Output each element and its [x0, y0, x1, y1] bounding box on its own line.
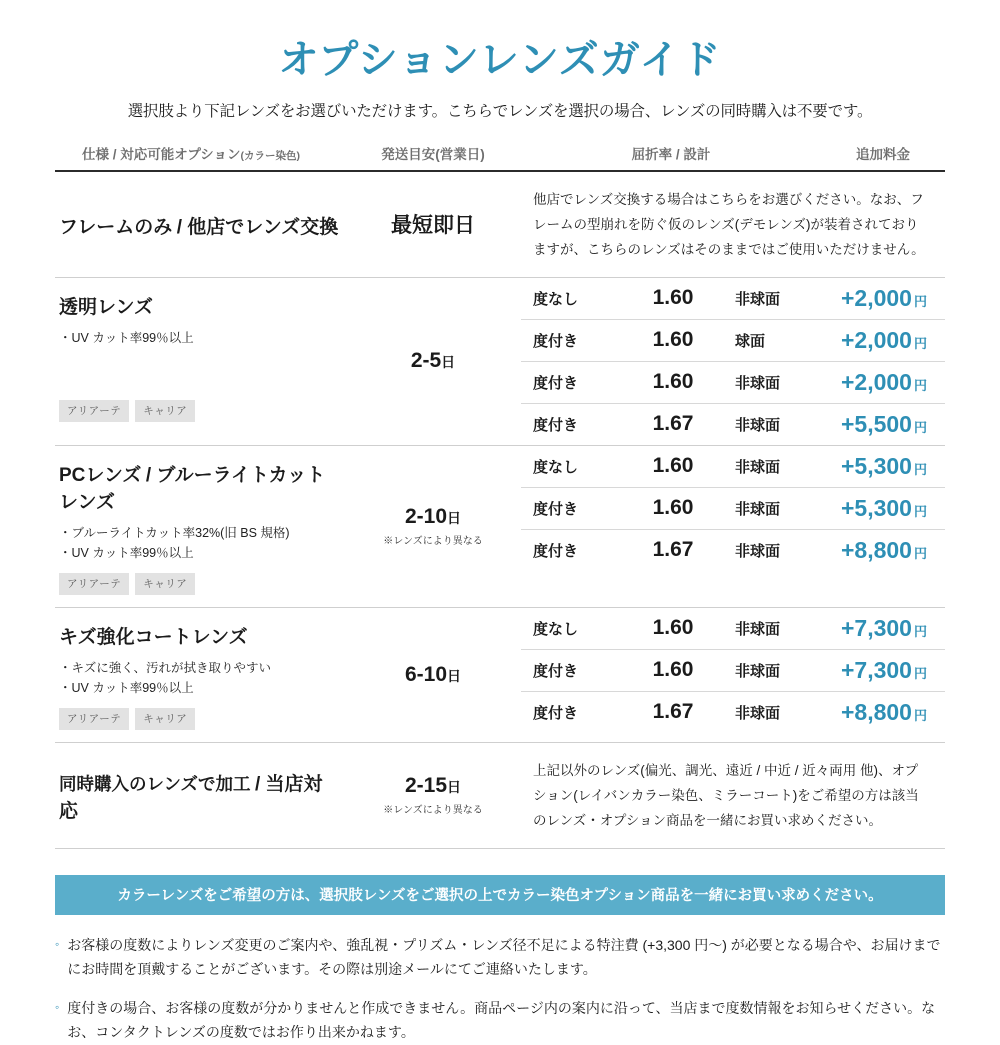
option-price-unit: 円 — [913, 623, 927, 639]
option-design: 非球面 — [735, 662, 781, 680]
column-header-spec-note: (カラー染色) — [240, 150, 301, 162]
shipping-note: ※レンズにより異なる — [383, 536, 483, 548]
row-tags — [59, 708, 339, 730]
column-header-index: 屈折率 / 設計 — [631, 147, 711, 162]
option-price: +2,000 — [840, 326, 912, 353]
bullet-item: ・UV カット率99％以上 — [59, 680, 194, 695]
row-title: 同時購入のレンズで加工 — [59, 774, 251, 795]
option-index: 1.60 — [652, 616, 694, 640]
option-price-unit: 円 — [913, 503, 927, 519]
row-options-pc-lens — [521, 446, 945, 607]
option-design: 非球面 — [735, 290, 781, 308]
row-shipping-scratch-lens — [345, 608, 521, 742]
page-title: オプションレンズガイド — [278, 38, 722, 82]
row-shipping-same-purchase — [345, 743, 521, 848]
option-design: 非球面 — [735, 374, 781, 392]
bullet-circle-icon: ◦ — [55, 999, 60, 1014]
option-type: 度付き — [533, 500, 579, 518]
option-row — [521, 529, 945, 571]
option-type: 度付き — [533, 704, 579, 722]
option-price: +5,300 — [840, 452, 912, 479]
tag-ariate: アリアーテ — [59, 400, 129, 422]
bullet-item: ・UV カット率99％以上 — [59, 545, 194, 560]
option-price: +5,300 — [840, 494, 912, 521]
row-tags — [59, 400, 339, 422]
tag-ariate: アリアーテ — [59, 708, 129, 730]
option-price: +2,000 — [840, 368, 912, 395]
column-header-shipping: 発送目安(営業日) — [381, 147, 485, 162]
option-price-unit: 円 — [913, 707, 927, 723]
option-design: 非球面 — [735, 542, 781, 560]
table-row — [55, 172, 945, 277]
option-row — [521, 361, 945, 403]
row-title: 透明レンズ — [59, 296, 153, 318]
row-title-sub: / 他店でレンズ交換 — [176, 216, 339, 238]
table-row — [55, 446, 945, 607]
option-table — [521, 608, 945, 733]
bullet-circle-icon: ◦ — [55, 936, 60, 951]
row-spec-same-purchase — [55, 743, 345, 848]
row-title-sub: / 当店対応 — [59, 774, 323, 823]
row-bullets — [59, 523, 339, 563]
option-table — [521, 278, 945, 445]
option-price: +8,800 — [840, 536, 912, 563]
shipping-note: ※レンズにより異なる — [383, 805, 483, 817]
shipping-value: 2-10 — [404, 505, 448, 529]
tag-carrier: キャリア — [135, 573, 195, 595]
bullet-item: ・キズに強く、汚れが拭き取りやすい — [59, 660, 272, 675]
row-shipping-clear-lens — [345, 278, 521, 445]
note-text: 度付きの場合、お客様の度数が分かりませんと作成できません。商品ページ内の案内に沿って、当店まで度数情報をお知らせください。なお、コンタクトレンズの度数ではお作り出来かねます。 — [67, 999, 936, 1041]
shipping-unit: 日 — [441, 354, 456, 371]
table-column-headers — [55, 143, 945, 170]
option-type: 度なし — [533, 620, 579, 638]
option-index: 1.60 — [652, 328, 694, 352]
row-bullets — [59, 328, 339, 348]
list-item — [55, 933, 945, 982]
row-spec-pc-lens — [55, 446, 345, 607]
option-table — [521, 446, 945, 571]
row-shipping-frame-only — [345, 172, 521, 277]
option-design: 非球面 — [735, 500, 781, 518]
row-spec-frame-only — [55, 172, 345, 277]
shipping-value: 最短即日 — [391, 214, 475, 238]
row-options-clear-lens — [521, 278, 945, 445]
row-spec-clear-lens — [55, 278, 345, 445]
option-index: 1.67 — [652, 538, 694, 562]
option-index: 1.60 — [652, 454, 694, 478]
row-tags — [59, 573, 339, 595]
option-row — [521, 278, 945, 319]
row-shipping-pc-lens — [345, 446, 521, 607]
option-type: 度付き — [533, 374, 579, 392]
notes-list — [55, 933, 945, 1045]
option-row — [521, 446, 945, 487]
option-row — [521, 649, 945, 691]
option-row — [521, 319, 945, 361]
option-price: +7,300 — [840, 614, 912, 641]
option-price: +8,800 — [840, 698, 912, 725]
option-row — [521, 691, 945, 733]
table-row — [55, 278, 945, 445]
row-description-text: 他店でレンズ交換する場合はこちらをお選びください。なお、フレームの型崩れを防ぐ仮のレンズ(デモレンズ)が装着されておりますが、こちらのレンズはそのままではご使用いただけません。 — [533, 192, 925, 257]
option-index: 1.60 — [652, 496, 694, 520]
option-price-unit: 円 — [913, 545, 927, 561]
option-type: 度付き — [533, 542, 579, 560]
row-title-sub: / ブルーライトカットレンズ — [59, 464, 326, 513]
shipping-value: 6-10 — [404, 662, 448, 686]
tag-carrier: キャリア — [135, 400, 195, 422]
option-price: +5,500 — [840, 410, 912, 437]
row-options-scratch-lens — [521, 608, 945, 742]
option-price-unit: 円 — [913, 419, 927, 435]
option-price-unit: 円 — [913, 665, 927, 681]
column-header-price: 追加料金 — [856, 147, 910, 162]
option-type: 度付き — [533, 662, 579, 680]
option-design: 非球面 — [735, 458, 781, 476]
row-spec-scratch-lens — [55, 608, 345, 742]
option-design: 非球面 — [735, 620, 781, 638]
table-row — [55, 608, 945, 742]
color-lens-banner: カラーレンズをご希望の方は、選択肢レンズをご選択の上でカラー染色オプション商品を一緒にお買い求めください。 — [55, 875, 945, 915]
option-price-unit: 円 — [913, 335, 927, 351]
shipping-unit: 日 — [447, 779, 462, 796]
row-bullets — [59, 658, 339, 698]
shipping-unit: 日 — [447, 510, 462, 527]
column-header-spec-label: 仕様 / 対応可能オプション — [82, 147, 241, 162]
option-price-unit: 円 — [913, 461, 927, 477]
option-index: 1.60 — [652, 286, 694, 310]
row-description-frame-only — [521, 172, 945, 277]
option-type: 度付き — [533, 416, 579, 434]
option-design: 非球面 — [735, 704, 781, 722]
shipping-value: 2-5 — [410, 349, 442, 373]
option-design: 非球面 — [735, 416, 781, 434]
option-type: 度なし — [533, 458, 579, 476]
option-price-unit: 円 — [913, 293, 927, 309]
option-index: 1.60 — [652, 370, 694, 394]
option-index: 1.60 — [652, 658, 694, 682]
row-title: PCレンズ — [59, 464, 142, 486]
option-type: 度なし — [533, 290, 579, 308]
shipping-value: 2-15 — [404, 774, 448, 798]
bullet-item: ・UV カット率99％以上 — [59, 330, 194, 345]
table-bottom-divider — [55, 848, 945, 849]
list-item — [55, 996, 945, 1045]
option-design: 球面 — [735, 332, 766, 350]
shipping-unit: 日 — [447, 667, 462, 684]
option-index: 1.67 — [652, 700, 694, 724]
option-price: +7,300 — [840, 656, 912, 683]
option-row — [521, 608, 945, 649]
option-type: 度付き — [533, 332, 579, 350]
column-header-spec — [55, 143, 345, 163]
bullet-item: ・ブルーライトカット率32%(旧 BS 規格) — [59, 525, 290, 540]
row-title: キズ強化コートレンズ — [59, 626, 248, 648]
option-row — [521, 403, 945, 445]
option-price: +2,000 — [840, 284, 912, 311]
option-row — [521, 487, 945, 529]
page-subtitle: 選択肢より下記レンズをお選びいただけます。こちらでレンズを選択の場合、レンズの同時購入は不要です。 — [127, 103, 873, 120]
tag-carrier: キャリア — [135, 708, 195, 730]
row-description-text: 上記以外のレンズ(偏光、調光、遠近 / 中近 / 近々両用 他)、オプション(レイバンカラー染色、ミラーコート)をご希望の方は該当のレンズ・オプション商品を一緒にお買い求めください。 — [533, 762, 919, 828]
option-index: 1.67 — [652, 412, 694, 436]
row-description-same-purchase — [521, 743, 945, 848]
tag-ariate: アリアーテ — [59, 573, 129, 595]
row-title: フレームのみ — [59, 216, 173, 238]
option-price-unit: 円 — [913, 377, 927, 393]
table-row — [55, 743, 945, 848]
note-text: お客様の度数によりレンズ変更のご案内や、強乱視・プリズム・レンズ径不足による特注費 (+3,300 円〜) が必要となる場合や、お届けまでにお時間を頂戴することがございます。その際は別途メールにてご連絡いたします。 — [67, 936, 941, 978]
